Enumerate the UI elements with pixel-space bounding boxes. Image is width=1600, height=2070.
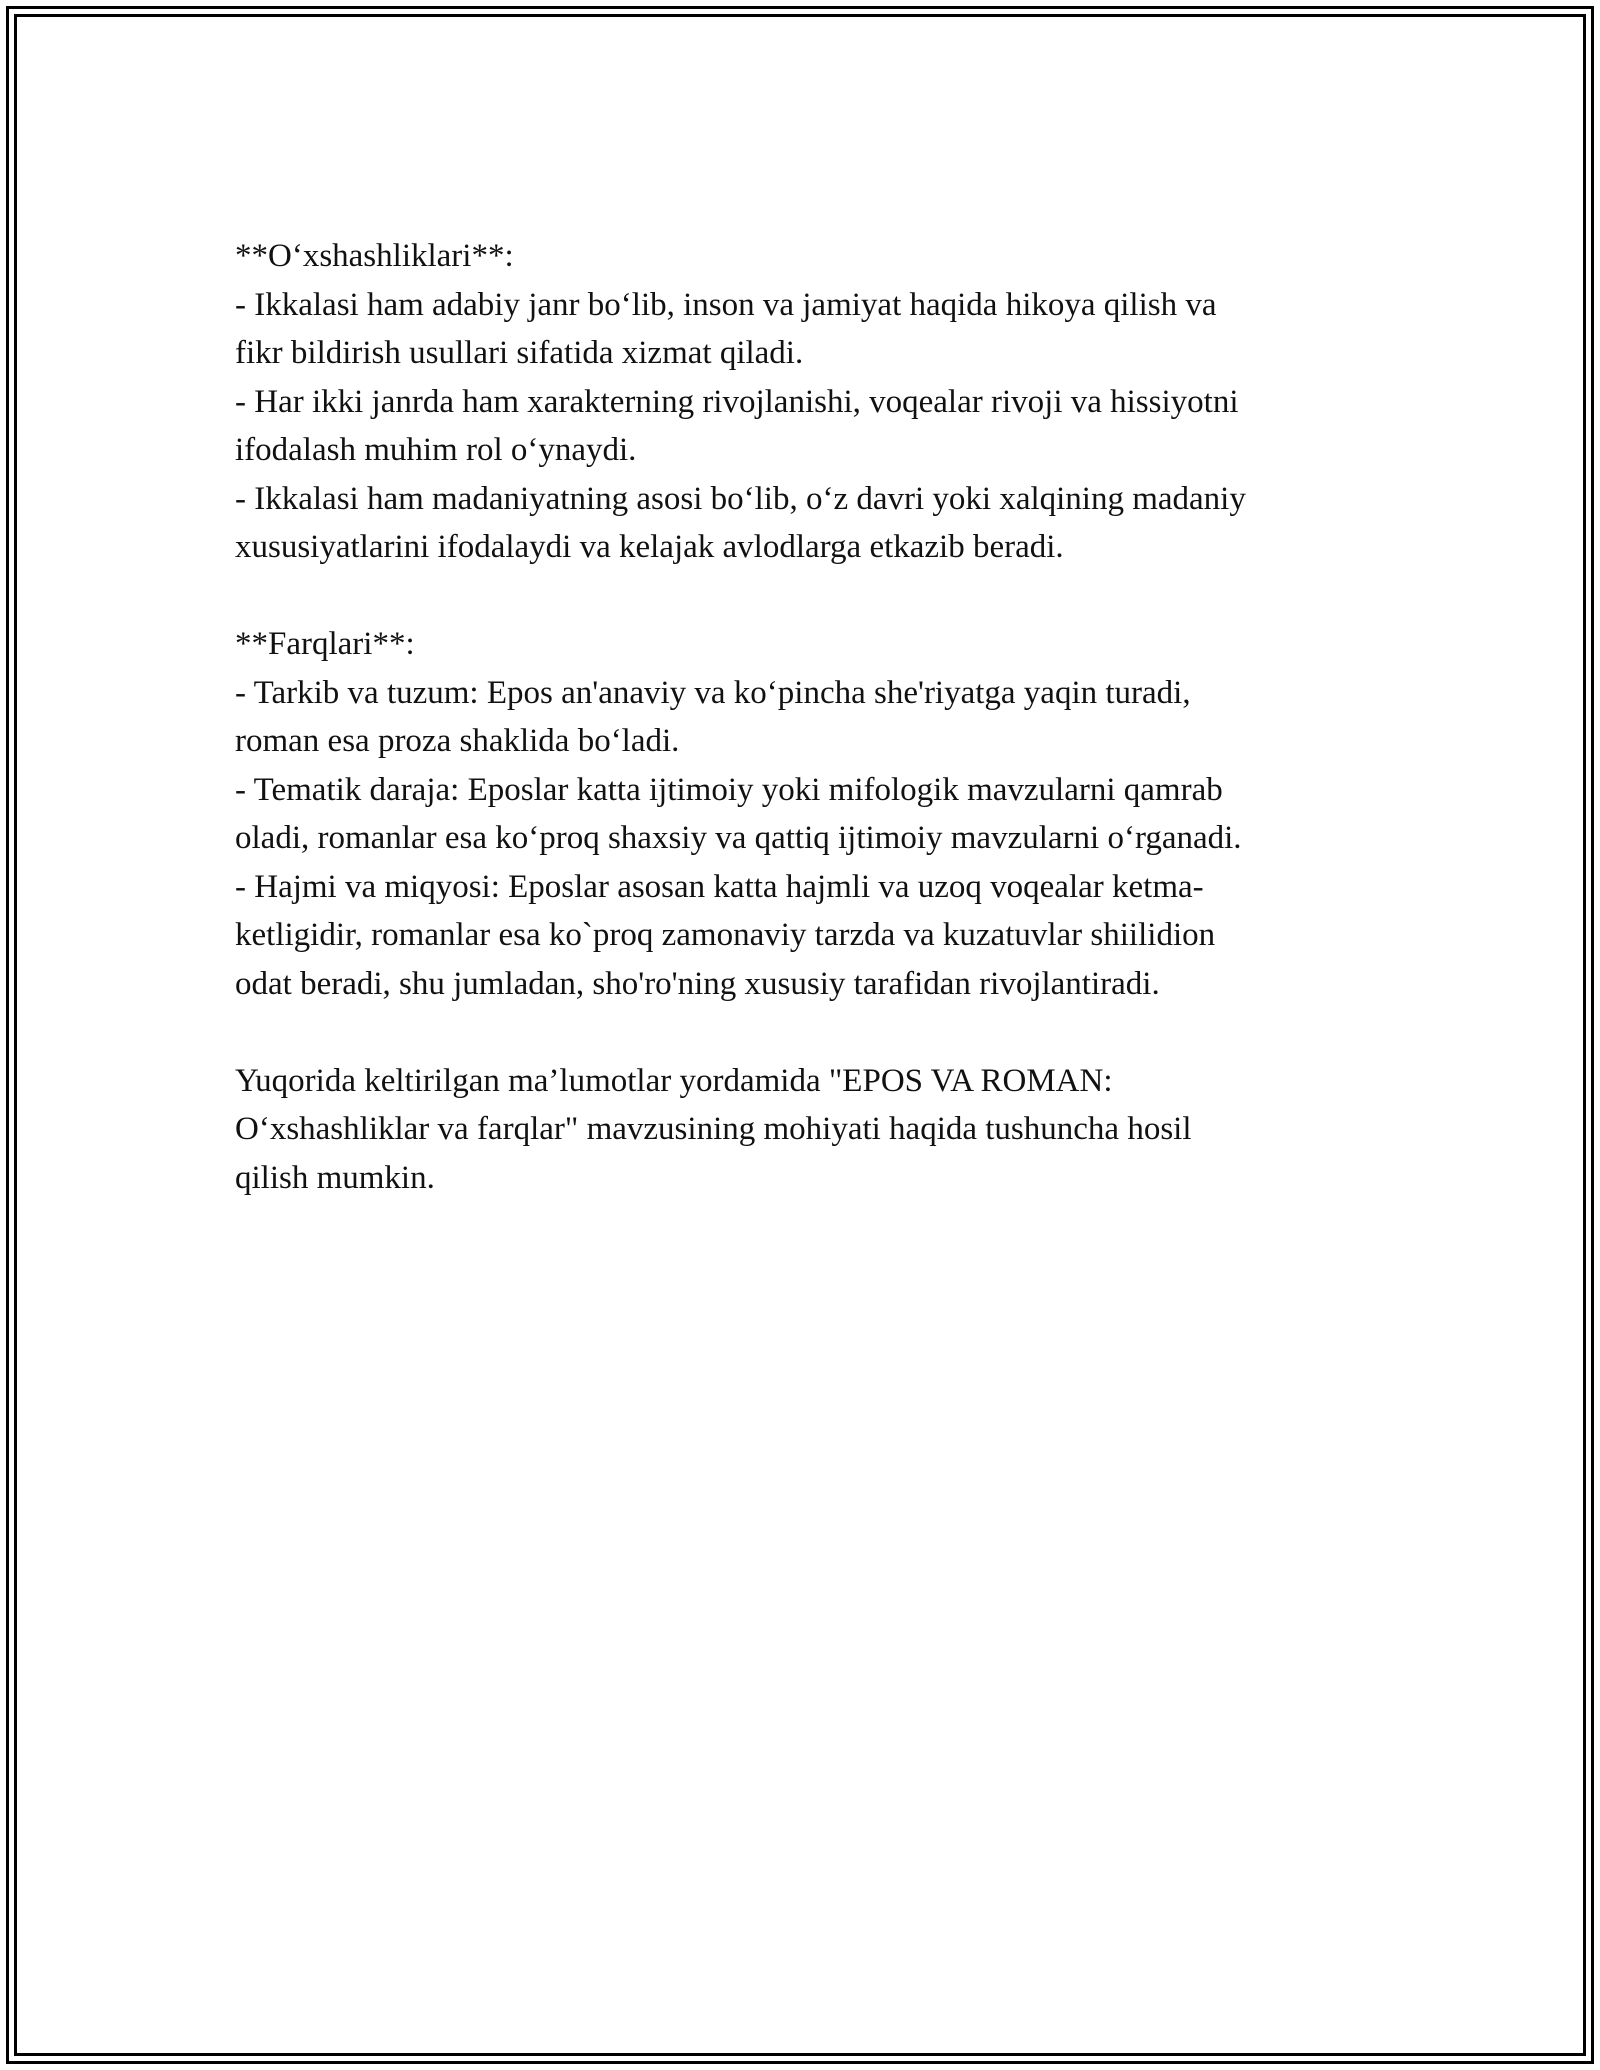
conclusion-line: O‘xshashliklar va farqlar" mavzusining mohiyati haqida tushuncha hosil (235, 1111, 1192, 1147)
similarities-heading: **O‘xshashliklari**: (235, 238, 514, 274)
differences-line: roman esa proza shaklida bo‘ladi. (235, 723, 680, 759)
document-body (235, 232, 1415, 1202)
differences-heading: **Farqlari**: (235, 626, 415, 662)
differences-line: - Hajmi va miqyosi: Eposlar asosan katta hajmli va uzoq voqealar ketma- (235, 868, 1204, 905)
differences-line: - Tematik daraja: Eposlar katta ijtimoiy yoki mifologik mavzularni qamrab (235, 771, 1223, 808)
similarities-section (235, 232, 1415, 572)
differences-line: odat beradi, shu jumladan, sho'ro'ning xususiy tarafidan rivojlantiradi. (235, 965, 1160, 1002)
conclusion-paragraph (235, 1057, 1415, 1203)
paragraph-gap (235, 1008, 1415, 1057)
conclusion-line: Yuqorida keltirilgan ma’lumotlar yordamida "EPOS VA ROMAN: (235, 1062, 1113, 1099)
similarities-line: fikr bildirish usullari sifatida xizmat qiladi. (235, 335, 804, 371)
differences-section (235, 620, 1415, 1008)
paragraph-gap (235, 572, 1415, 621)
differences-line: ketligidir, romanlar esa ko`proq zamonaviy tarzda va kuzatuvlar shiilidion (235, 917, 1216, 953)
similarities-line: - Ikkalasi ham adabiy janr bo‘lib, inson va jamiyat haqida hikoya qilish va (235, 286, 1217, 323)
similarities-line: ifodalash muhim rol o‘ynaydi. (235, 432, 637, 468)
similarities-line: xususiyatlarini ifodalaydi va kelajak avlodlarga etkazib beradi. (235, 529, 1064, 565)
similarities-line: - Har ikki janrda ham xarakterning rivojlanishi, voqealar rivoji va hissiyotni (235, 383, 1239, 420)
differences-line: - Tarkib va tuzum: Epos an'anaviy va ko‘pincha she'riyatga yaqin turadi, (235, 674, 1191, 711)
differences-line: oladi, romanlar esa ko‘proq shaxsiy va qattiq ijtimoiy mavzularni o‘rganadi. (235, 820, 1242, 856)
conclusion-line: qilish mumkin. (235, 1159, 435, 1196)
similarities-line: - Ikkalasi ham madaniyatning asosi bo‘lib, o‘z davri yoki xalqining madaniy (235, 480, 1246, 517)
